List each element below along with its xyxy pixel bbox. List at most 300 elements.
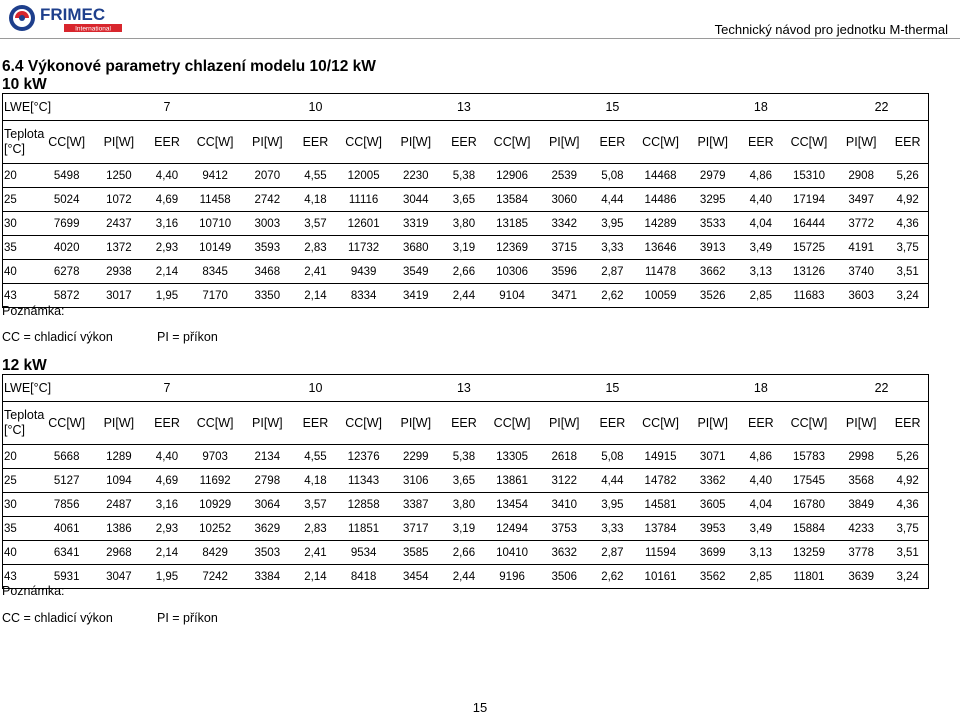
table-cell: 16444 [783, 212, 835, 236]
table-cell: 3362 [687, 469, 739, 493]
table-cell: 2,66 [442, 541, 486, 565]
table-cell: 9534 [338, 541, 390, 565]
table-cell: 3384 [241, 565, 293, 589]
table-cell: 3,24 [887, 284, 928, 308]
table-cell: 3044 [390, 188, 442, 212]
table-cell: 3662 [687, 260, 739, 284]
table-cell: 13259 [783, 541, 835, 565]
svg-text:International: International [75, 25, 111, 33]
header-divider [0, 38, 960, 39]
temperature-cell: 25 [3, 469, 41, 493]
table-cell: 12858 [338, 493, 390, 517]
table-cell: 3410 [538, 493, 590, 517]
table-cell: 11732 [338, 236, 390, 260]
table-cell: 14468 [634, 164, 686, 188]
table-cell: 3715 [538, 236, 590, 260]
table-cell: 3,65 [442, 469, 486, 493]
table-cell: 13454 [486, 493, 538, 517]
table-cell: 3717 [390, 517, 442, 541]
table-cell: 2938 [93, 260, 145, 284]
table-cell: 1,95 [145, 565, 189, 589]
table-cell: 3122 [538, 469, 590, 493]
table-cell: 4061 [41, 517, 93, 541]
table-cell: 2,66 [442, 260, 486, 284]
column-header: PI[W] [687, 402, 739, 445]
table-cell: 12376 [338, 445, 390, 469]
table-cell: 14782 [634, 469, 686, 493]
table-cell: 3772 [835, 212, 887, 236]
column-header: CC[W] [634, 121, 686, 164]
table-cell: 2908 [835, 164, 887, 188]
document-title: Technický návod pro jednotku M-thermal [714, 22, 948, 37]
lwe-value: 22 [835, 375, 928, 402]
table-cell: 3,57 [293, 493, 337, 517]
table-cell: 9412 [189, 164, 241, 188]
column-header: EER [442, 402, 486, 445]
column-header: CC[W] [783, 121, 835, 164]
table-cell: 4,40 [145, 445, 189, 469]
table-cell: 5872 [41, 284, 93, 308]
table-cell: 3603 [835, 284, 887, 308]
table-cell: 12601 [338, 212, 390, 236]
column-header: PI[W] [390, 121, 442, 164]
table-cell: 1289 [93, 445, 145, 469]
column-header: PI[W] [390, 402, 442, 445]
table-cell: 2,14 [145, 541, 189, 565]
lwe-value: 13 [390, 375, 538, 402]
table-cell: 3562 [687, 565, 739, 589]
table-cell: 4,86 [739, 164, 783, 188]
table-cell: 5,08 [590, 164, 634, 188]
table-cell: 2968 [93, 541, 145, 565]
table-row [3, 236, 929, 260]
table-cell: 2539 [538, 164, 590, 188]
table-cell: 3471 [538, 284, 590, 308]
column-header: EER [739, 121, 783, 164]
table-12kw-title: 12 kW [2, 357, 47, 374]
lwe-value: 15 [538, 375, 686, 402]
table-cell: 4,69 [145, 188, 189, 212]
table-cell: 13861 [486, 469, 538, 493]
lwe-row [3, 375, 929, 402]
table-cell: 3,19 [442, 236, 486, 260]
table-cell: 3,33 [590, 517, 634, 541]
table-cell: 10059 [634, 284, 686, 308]
table-cell: 3064 [241, 493, 293, 517]
table-row [3, 541, 929, 565]
table-cell: 12369 [486, 236, 538, 260]
table-cell: 3,16 [145, 493, 189, 517]
table-cell: 4,40 [739, 188, 783, 212]
table-cell: 3953 [687, 517, 739, 541]
column-header: CC[W] [41, 402, 93, 445]
temperature-header [3, 402, 45, 445]
table-cell: 3605 [687, 493, 739, 517]
table-cell: 2998 [835, 445, 887, 469]
column-header: PI[W] [687, 121, 739, 164]
table-cell: 17194 [783, 188, 835, 212]
temperature-cell: 40 [3, 260, 41, 284]
temperature-cell: 35 [3, 236, 41, 260]
table-cell: 4,04 [739, 212, 783, 236]
table-10kw-title: 10 kW [2, 76, 47, 93]
table-cell: 10252 [189, 517, 241, 541]
frimec-logo [6, 2, 126, 36]
table-cell: 3585 [390, 541, 442, 565]
table-cell: 2,85 [739, 565, 783, 589]
table-cell: 5,38 [442, 445, 486, 469]
table-cell: 4020 [41, 236, 93, 260]
table-cell: 13784 [634, 517, 686, 541]
table-cell: 2979 [687, 164, 739, 188]
table-cell: 3629 [241, 517, 293, 541]
table-cell: 4,55 [293, 445, 337, 469]
table-cell: 3497 [835, 188, 887, 212]
table-cell: 1094 [93, 469, 145, 493]
table-cell: 11692 [189, 469, 241, 493]
table-cell: 3419 [390, 284, 442, 308]
table-cell: 3526 [687, 284, 739, 308]
table-cell: 1,95 [145, 284, 189, 308]
table-cell: 4191 [835, 236, 887, 260]
table-cell: 8334 [338, 284, 390, 308]
table-cell: 2,93 [145, 517, 189, 541]
table-row [3, 260, 929, 284]
table-cell: 5,26 [887, 164, 928, 188]
table-cell: 3,24 [887, 565, 928, 589]
table-cell: 3319 [390, 212, 442, 236]
column-header: EER [442, 121, 486, 164]
table-cell: 10710 [189, 212, 241, 236]
table-cell: 4,40 [145, 164, 189, 188]
table-cell: 7699 [41, 212, 93, 236]
table-cell: 2798 [241, 469, 293, 493]
table-row [3, 284, 929, 308]
table-cell: 4,92 [887, 469, 928, 493]
table-cell: 4,92 [887, 188, 928, 212]
table-cell: 11801 [783, 565, 835, 589]
table-cell: 4,44 [590, 188, 634, 212]
table-cell: 2134 [241, 445, 293, 469]
table-cell: 13126 [783, 260, 835, 284]
lwe-label: LWE[°C] [3, 94, 93, 121]
table-cell: 7856 [41, 493, 93, 517]
table-cell: 3506 [538, 565, 590, 589]
table-row [3, 445, 929, 469]
table-cell: 3849 [835, 493, 887, 517]
lwe-value: 18 [687, 94, 835, 121]
table-cell: 2,44 [442, 565, 486, 589]
table-cell: 4,04 [739, 493, 783, 517]
temperature-cell: 25 [3, 188, 41, 212]
table-cell: 11458 [189, 188, 241, 212]
table-cell: 10306 [486, 260, 538, 284]
table-cell: 5127 [41, 469, 93, 493]
column-header: PI[W] [538, 402, 590, 445]
table-cell: 8345 [189, 260, 241, 284]
table-cell: 13305 [486, 445, 538, 469]
table-cell: 3060 [538, 188, 590, 212]
table-cell: 4,69 [145, 469, 189, 493]
table-cell: 3342 [538, 212, 590, 236]
table-cell: 1372 [93, 236, 145, 260]
table-cell: 2618 [538, 445, 590, 469]
note-label: Poznámka: [2, 304, 65, 318]
column-header: CC[W] [338, 402, 390, 445]
table-cell: 2,83 [293, 236, 337, 260]
table-cell: 3,51 [887, 541, 928, 565]
table-row [3, 493, 929, 517]
column-header: PI[W] [93, 402, 145, 445]
column-header-row [3, 402, 929, 445]
performance-table-10kw [2, 93, 929, 308]
table-cell: 11851 [338, 517, 390, 541]
table-row [3, 164, 929, 188]
table-cell: 6341 [41, 541, 93, 565]
table-cell: 2,62 [590, 565, 634, 589]
performance-table-12kw [2, 374, 929, 589]
table-cell: 2230 [390, 164, 442, 188]
table-cell: 16780 [783, 493, 835, 517]
table-row [3, 517, 929, 541]
table-cell: 2437 [93, 212, 145, 236]
temperature-cell: 40 [3, 541, 41, 565]
table-cell: 3,13 [739, 541, 783, 565]
table-cell: 3454 [390, 565, 442, 589]
table-cell: 3699 [687, 541, 739, 565]
page-header [0, 0, 960, 40]
table-cell: 2,87 [590, 541, 634, 565]
table-cell: 5668 [41, 445, 93, 469]
table-cell: 15884 [783, 517, 835, 541]
table-cell: 4,18 [293, 469, 337, 493]
lwe-label: LWE[°C] [3, 375, 93, 402]
table-cell: 2,62 [590, 284, 634, 308]
table-cell: 2742 [241, 188, 293, 212]
table-cell: 15783 [783, 445, 835, 469]
table-cell: 1250 [93, 164, 145, 188]
table-cell: 3017 [93, 284, 145, 308]
table-cell: 11343 [338, 469, 390, 493]
table-cell: 15310 [783, 164, 835, 188]
column-header: CC[W] [189, 121, 241, 164]
table-cell: 2,14 [145, 260, 189, 284]
table-cell: 3913 [687, 236, 739, 260]
column-header: EER [590, 121, 634, 164]
column-header: EER [887, 402, 928, 445]
table-cell: 3,57 [293, 212, 337, 236]
table-cell: 10149 [189, 236, 241, 260]
table-cell: 5498 [41, 164, 93, 188]
table-cell: 4,36 [887, 493, 928, 517]
table-row [3, 469, 929, 493]
lwe-row [3, 94, 929, 121]
table-cell: 3,75 [887, 517, 928, 541]
table-cell: 2,83 [293, 517, 337, 541]
table-cell: 3778 [835, 541, 887, 565]
column-header: CC[W] [486, 121, 538, 164]
lwe-value: 15 [538, 94, 686, 121]
temperature-label: Teplota [4, 127, 45, 141]
table-cell: 3596 [538, 260, 590, 284]
section-title: 6.4 Výkonové parametry chlazení modelu 10/12 kW [2, 58, 376, 75]
table-cell: 2,85 [739, 284, 783, 308]
temperature-unit: [°C] [4, 423, 25, 437]
column-header: PI[W] [93, 121, 145, 164]
table-row [3, 188, 929, 212]
table-cell: 3295 [687, 188, 739, 212]
temperature-label: Teplota [4, 408, 45, 422]
table-cell: 3632 [538, 541, 590, 565]
table-row [3, 212, 929, 236]
column-header: EER [590, 402, 634, 445]
table-cell: 7242 [189, 565, 241, 589]
table-cell: 14581 [634, 493, 686, 517]
table-cell: 13646 [634, 236, 686, 260]
table-cell: 1386 [93, 517, 145, 541]
column-header-row [3, 121, 929, 164]
column-header: CC[W] [189, 402, 241, 445]
table-cell: 12906 [486, 164, 538, 188]
table-cell: 3,75 [887, 236, 928, 260]
temperature-cell: 43 [3, 565, 41, 589]
table-cell: 6278 [41, 260, 93, 284]
column-header: PI[W] [835, 402, 887, 445]
table-cell: 11478 [634, 260, 686, 284]
column-header: EER [145, 121, 189, 164]
table-cell: 3680 [390, 236, 442, 260]
temperature-cell: 43 [3, 284, 41, 308]
table-cell: 2070 [241, 164, 293, 188]
page-number: 15 [472, 700, 488, 715]
table-cell: 3,95 [590, 493, 634, 517]
table-cell: 15725 [783, 236, 835, 260]
column-header: EER [145, 402, 189, 445]
table-cell: 2,93 [145, 236, 189, 260]
table-cell: 10410 [486, 541, 538, 565]
table-cell: 11116 [338, 188, 390, 212]
table-cell: 3387 [390, 493, 442, 517]
column-header: PI[W] [241, 121, 293, 164]
svg-text:FRIMEC: FRIMEC [40, 5, 106, 24]
table-cell: 10929 [189, 493, 241, 517]
table-cell: 3071 [687, 445, 739, 469]
table-cell: 9703 [189, 445, 241, 469]
table-cell: 5,26 [887, 445, 928, 469]
table-cell: 3,19 [442, 517, 486, 541]
table-cell: 5,08 [590, 445, 634, 469]
table-cell: 3639 [835, 565, 887, 589]
lwe-value: 10 [241, 94, 389, 121]
temperature-unit: [°C] [4, 142, 25, 156]
lwe-value: 18 [687, 375, 835, 402]
table-cell: 9196 [486, 565, 538, 589]
table-cell: 3106 [390, 469, 442, 493]
temperature-cell: 20 [3, 445, 41, 469]
table-cell: 14915 [634, 445, 686, 469]
table-cell: 5,38 [442, 164, 486, 188]
table-cell: 3503 [241, 541, 293, 565]
temperature-cell: 35 [3, 517, 41, 541]
table-cell: 5024 [41, 188, 93, 212]
table-cell: 4233 [835, 517, 887, 541]
note-label: Poznámka: [2, 584, 65, 598]
table-cell: 5931 [41, 565, 93, 589]
table-cell: 2299 [390, 445, 442, 469]
note-cc-definition: CC = chladicí výkon [2, 611, 113, 625]
table-cell: 17545 [783, 469, 835, 493]
table-cell: 3549 [390, 260, 442, 284]
table-row [3, 565, 929, 589]
temperature-cell: 20 [3, 164, 41, 188]
table-cell: 3,33 [590, 236, 634, 260]
column-header: EER [293, 402, 337, 445]
table-cell: 4,36 [887, 212, 928, 236]
table-cell: 8418 [338, 565, 390, 589]
table-cell: 2487 [93, 493, 145, 517]
table-cell: 3,51 [887, 260, 928, 284]
column-header: EER [293, 121, 337, 164]
column-header: CC[W] [486, 402, 538, 445]
table-cell: 2,41 [293, 541, 337, 565]
column-header: CC[W] [41, 121, 93, 164]
column-header: CC[W] [338, 121, 390, 164]
table-cell: 10161 [634, 565, 686, 589]
table-cell: 4,55 [293, 164, 337, 188]
lwe-value: 7 [93, 375, 241, 402]
table-cell: 3,80 [442, 212, 486, 236]
table-cell: 3350 [241, 284, 293, 308]
table-cell: 3,80 [442, 493, 486, 517]
note-pi-definition: PI = příkon [157, 611, 218, 625]
table-cell: 4,18 [293, 188, 337, 212]
column-header: PI[W] [241, 402, 293, 445]
table-cell: 2,14 [293, 284, 337, 308]
table-cell: 3,49 [739, 517, 783, 541]
table-cell: 3468 [241, 260, 293, 284]
table-cell: 3533 [687, 212, 739, 236]
lwe-value: 10 [241, 375, 389, 402]
table-cell: 3740 [835, 260, 887, 284]
table-cell: 12005 [338, 164, 390, 188]
temperature-header [3, 121, 45, 164]
table-cell: 14289 [634, 212, 686, 236]
column-header: CC[W] [634, 402, 686, 445]
table-cell: 3593 [241, 236, 293, 260]
table-cell: 13185 [486, 212, 538, 236]
lwe-value: 22 [835, 94, 928, 121]
table-cell: 9104 [486, 284, 538, 308]
table-cell: 11594 [634, 541, 686, 565]
lwe-value: 7 [93, 94, 241, 121]
table-cell: 3,13 [739, 260, 783, 284]
table-cell: 3,49 [739, 236, 783, 260]
table-cell: 3047 [93, 565, 145, 589]
table-cell: 2,14 [293, 565, 337, 589]
table-cell: 14486 [634, 188, 686, 212]
note-pi-definition: PI = příkon [157, 330, 218, 344]
table-cell: 11683 [783, 284, 835, 308]
table-cell: 3568 [835, 469, 887, 493]
table-cell: 2,44 [442, 284, 486, 308]
temperature-cell: 30 [3, 212, 41, 236]
table-cell: 7170 [189, 284, 241, 308]
table-cell: 2,87 [590, 260, 634, 284]
note-cc-definition: CC = chladicí výkon [2, 330, 113, 344]
lwe-value: 13 [390, 94, 538, 121]
table-cell: 4,86 [739, 445, 783, 469]
column-header: CC[W] [783, 402, 835, 445]
